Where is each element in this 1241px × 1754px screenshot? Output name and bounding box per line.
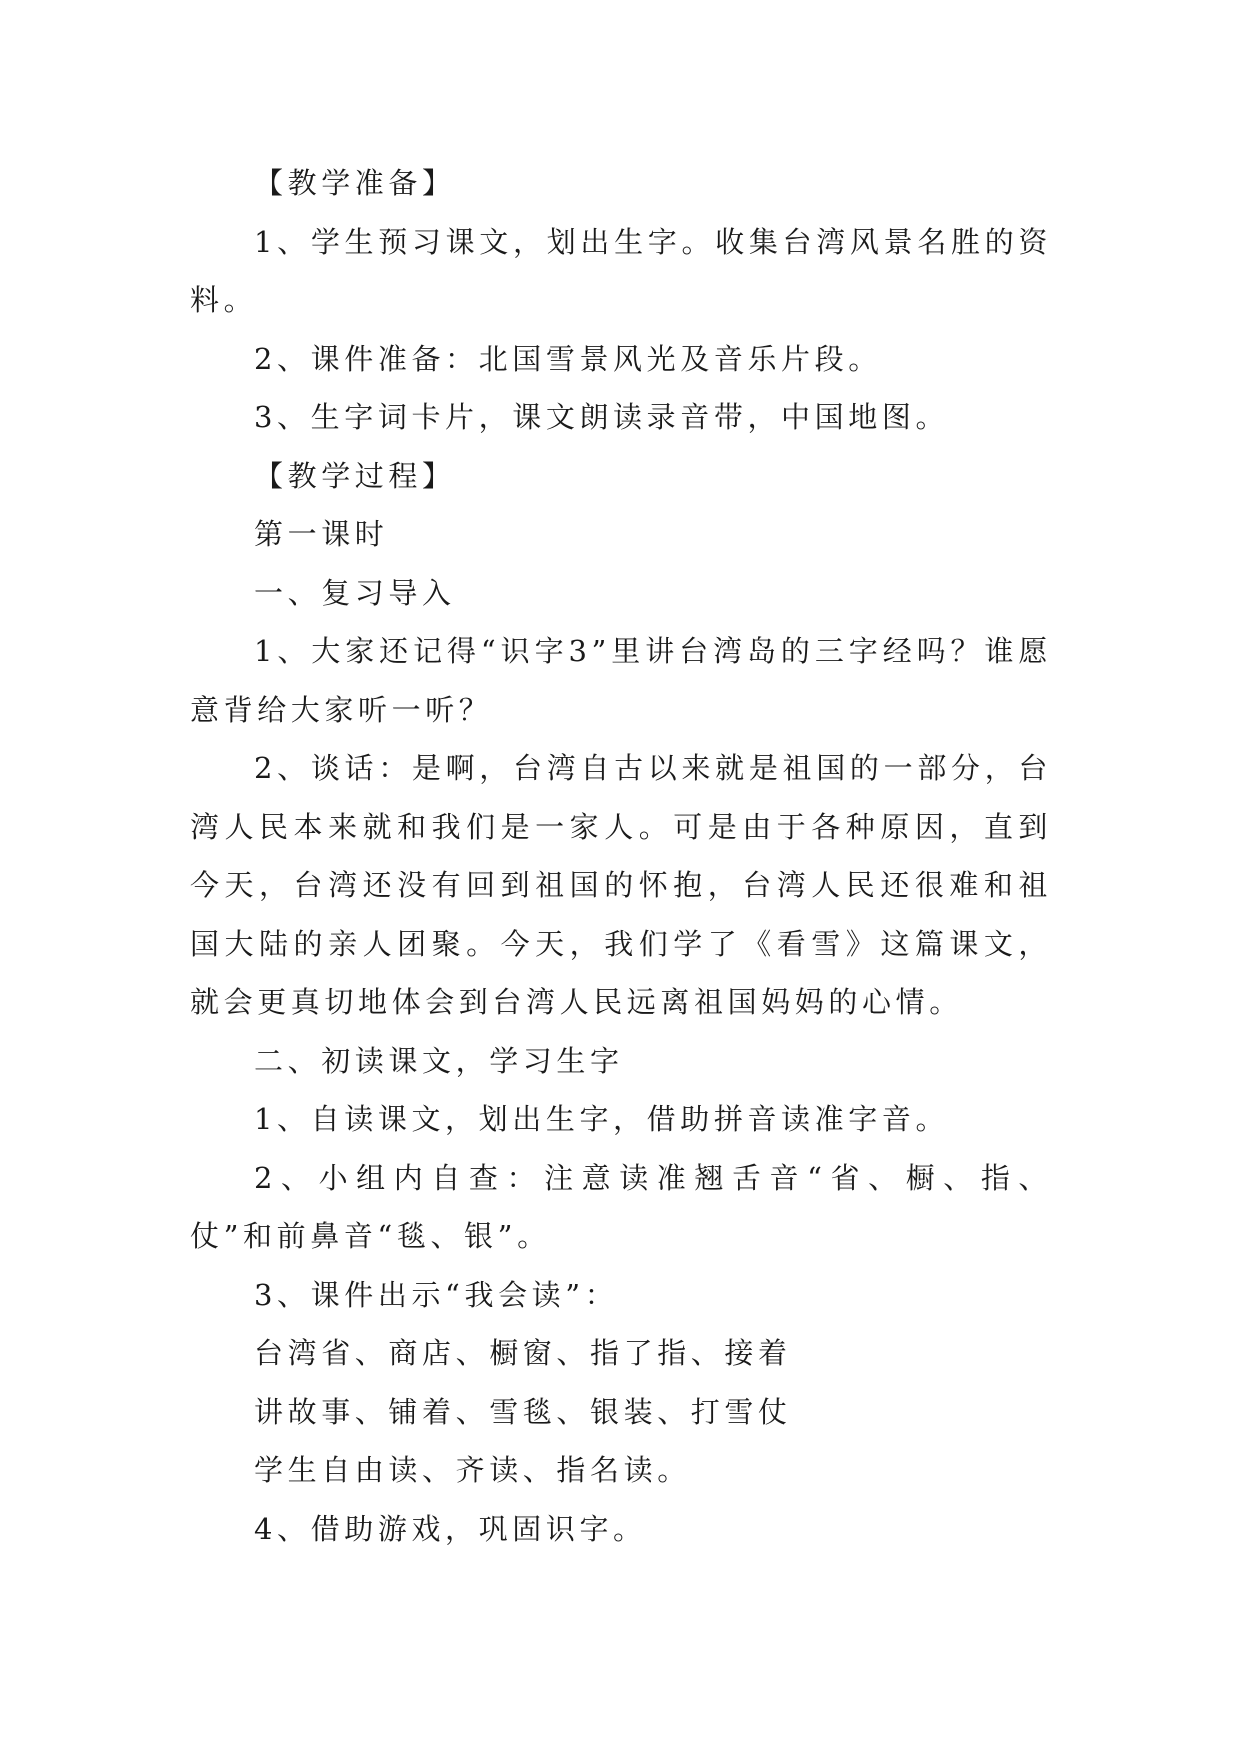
paragraph-reading-methods: 学生自由读、齐读、指名读。 [254, 1453, 691, 1487]
vocabulary-line-1: 台湾省、商店、橱窗、指了指、接着 [254, 1336, 792, 1370]
paragraph-review-1: 1、大家还记得“识字3”里讲台湾岛的三字经吗？谁愿意背给大家听一听？ [190, 634, 1052, 727]
paragraph-prep-3: 3、生字词卡片，课文朗读录音带，中国地图。 [254, 400, 950, 434]
paragraph-prep-2: 2、课件准备：北国雪景风光及音乐片段。 [254, 341, 882, 376]
subheading-review: 一、复习导入 [254, 575, 456, 610]
paragraph-reading-4: 4、借助游戏，巩固识字。 [254, 1511, 647, 1546]
paragraph-reading-2: 2、小组内自查：注意读准翘舌音“省、橱、指、仗”和前鼻音“毯、银”。 [190, 1160, 1052, 1253]
vocabulary-line-2: 讲故事、铺着、雪毯、银装、打雪仗 [254, 1394, 792, 1429]
paragraph-reading-1: 1、自读课文，划出生字，借助拼音读准字音。 [254, 1102, 950, 1136]
lesson-period-heading: 第一课时 [254, 517, 389, 551]
subheading-first-reading: 二、初读课文，学习生字 [254, 1043, 624, 1078]
paragraph-reading-3: 3、课件出示“我会读”： [254, 1277, 619, 1312]
section-heading-preparation: 【教学准备】 [254, 166, 456, 200]
paragraph-review-2: 2、谈话：是啊，台湾自古以来就是祖国的一部分，台湾人民本来就和我们是一家人。可是由于各种原因，直到今天，台湾还没有回到祖国的怀抱，台湾人民还很难和祖国大陆的亲人团聚。今天，我们学了《看雪》这篇课文，就会更真切地体会到台湾人民远离祖国妈妈的心情。 [190, 751, 1052, 1019]
document-body [190, 154, 1052, 1558]
paragraph-prep-1: 1、学生预习课文，划出生字。收集台湾风景名胜的资料。 [190, 224, 1052, 317]
section-heading-process: 【教学过程】 [254, 458, 456, 493]
